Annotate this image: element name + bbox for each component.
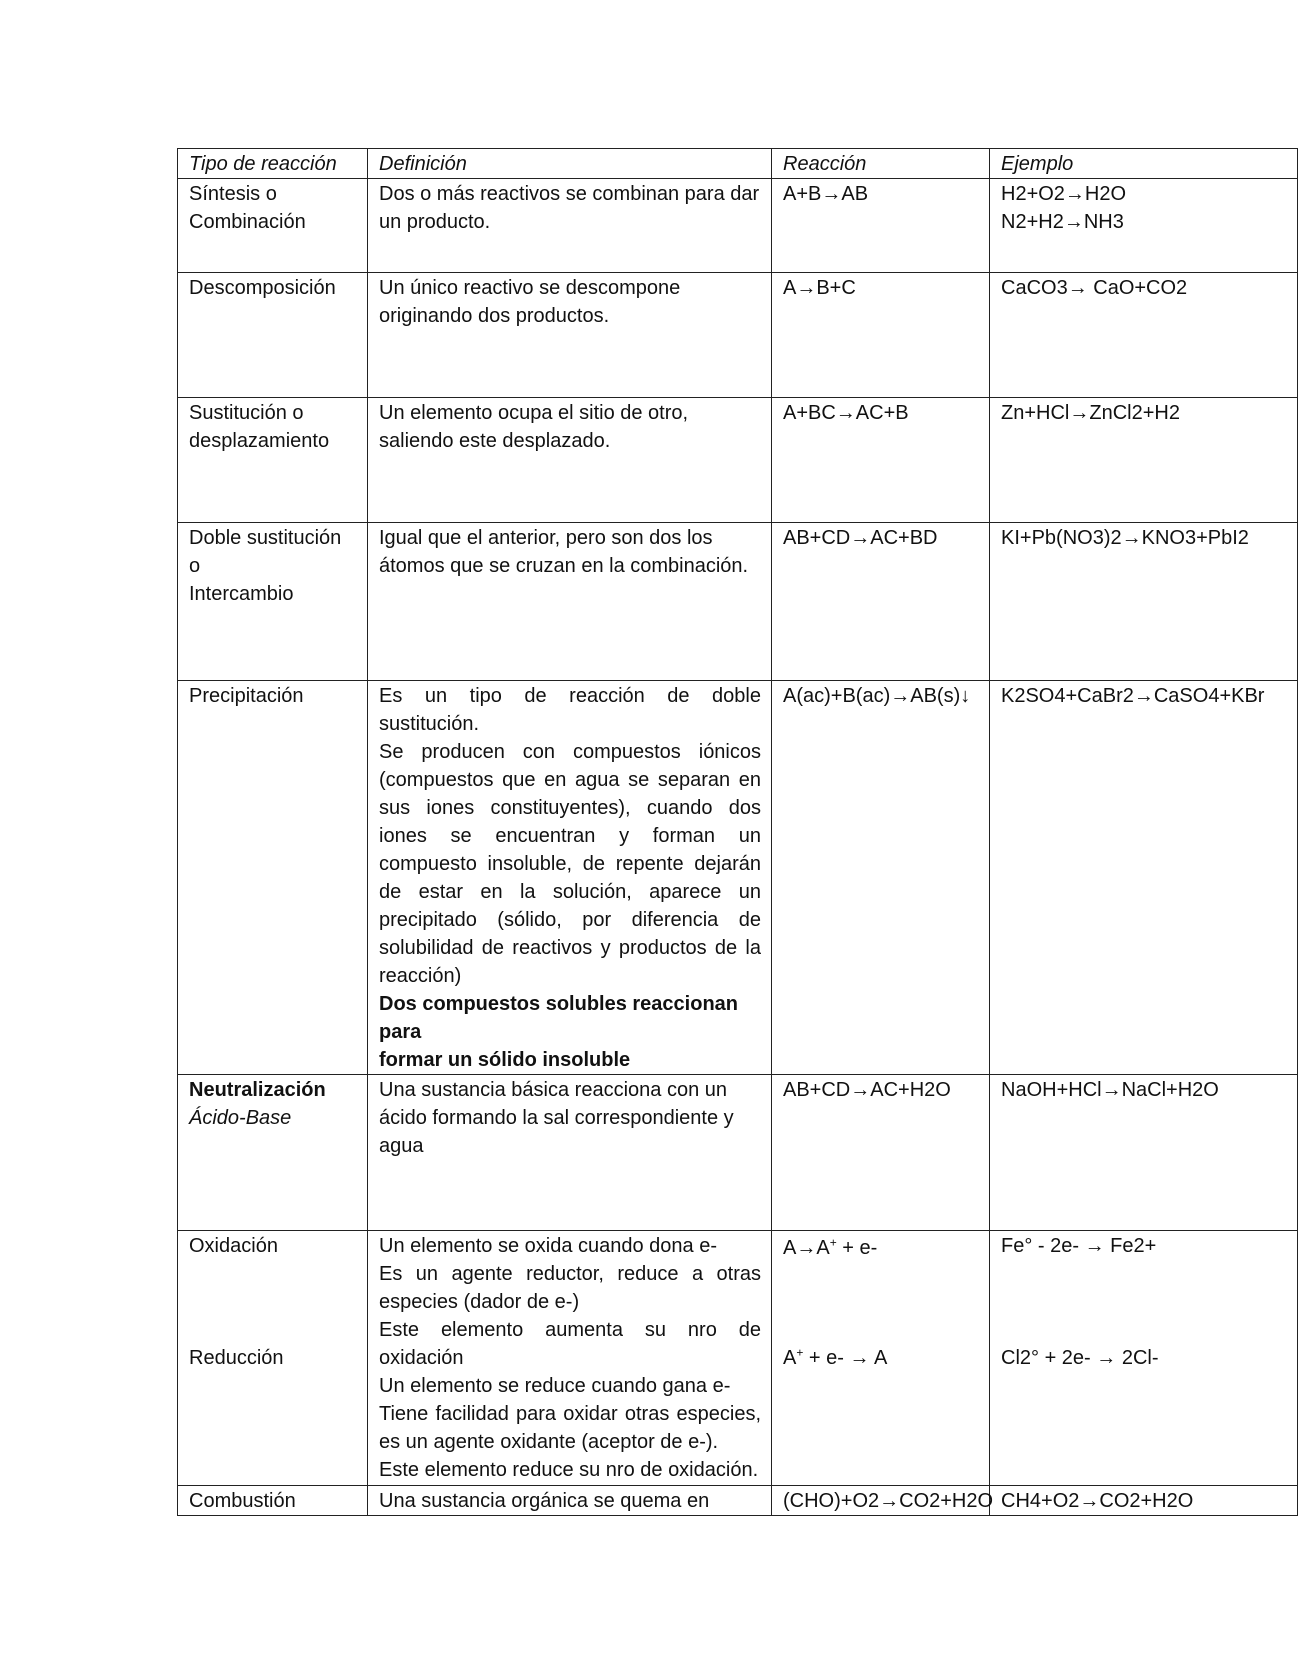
definicion-bold-line: formar un sólido insoluble xyxy=(379,1049,631,1071)
cell-definicion xyxy=(368,523,772,681)
cell-ejemplo: NaOH+HCl→NaCl+H2O xyxy=(990,1075,1298,1231)
tipo-line: desplazamiento xyxy=(189,430,330,452)
cell-reaccion: AB+CD→AC+H2O xyxy=(772,1075,990,1231)
tipo-line: Reducción xyxy=(189,1347,284,1369)
definicion-bold-line: Dos compuestos solubles reaccionan para xyxy=(379,993,738,1043)
reaction-types-table xyxy=(177,148,1298,1516)
definicion-line: (compuestos que en agua se separan en xyxy=(379,769,761,791)
table-row-redox xyxy=(178,1231,1298,1486)
definicion-line: de estar en la solución, aparece un xyxy=(379,881,761,903)
definicion-line: compuesto insoluble, de repente dejarán xyxy=(379,853,761,875)
cell-definicion xyxy=(368,1075,772,1231)
reaction-types-table-container xyxy=(177,148,1280,1512)
cell-reaccion: A+BC→AC+B xyxy=(772,398,990,523)
cell-ejemplo: Zn+HCl→ZnCl2+H2 xyxy=(990,398,1298,523)
definicion-line: Un elemento ocupa el sitio de otro, xyxy=(379,402,689,424)
definicion-line: especies (dador de e-) xyxy=(379,1291,580,1313)
tipo-line: Neutralización xyxy=(189,1079,326,1101)
definicion-line: Dos o más reactivos se combinan para dar xyxy=(379,183,760,205)
ejemplo-reduccion: Cl2° + 2e- → 2Cl- xyxy=(1001,1347,1159,1369)
definicion-line: Se producen con compuestos iónicos xyxy=(379,741,761,763)
header-reaccion: Reacción xyxy=(772,149,990,179)
cell-definicion xyxy=(368,179,772,273)
definicion-line: originando dos productos. xyxy=(379,305,610,327)
table-row-combustion xyxy=(178,1486,1298,1516)
definicion-line: solubilidad de reactivos y productos de la xyxy=(379,937,761,959)
cell-tipo: Combustión xyxy=(178,1486,368,1516)
cell-reaccion xyxy=(772,1231,990,1486)
cell-reaccion: A(ac)+B(ac)→AB(s)↓ xyxy=(772,681,990,1075)
cell-tipo xyxy=(178,179,368,273)
cell-reaccion: A+B→AB xyxy=(772,179,990,273)
definicion-line: iones se encuentran y forman un xyxy=(379,825,761,847)
tipo-line: Sustitución o xyxy=(189,402,304,424)
header-ejemplo: Ejemplo xyxy=(990,149,1298,179)
table-row-neutralizacion xyxy=(178,1075,1298,1231)
cell-tipo xyxy=(178,398,368,523)
cell-definicion: Una sustancia orgánica se quema en xyxy=(368,1486,772,1516)
cell-reaccion: AB+CD→AC+BD xyxy=(772,523,990,681)
definicion-line: ácido formando la sal correspondiente y xyxy=(379,1107,734,1129)
ejemplo-line: N2+H2→NH3 xyxy=(1001,211,1124,233)
tipo-line: Doble sustitución o xyxy=(189,527,342,577)
ejemplo-line: H2+O2→H2O xyxy=(1001,183,1127,205)
definicion-line: precipitado (sólido, por diferencia de xyxy=(379,909,761,931)
definicion-line: átomos que se cruzan en la combinación. xyxy=(379,555,749,577)
tipo-line: Intercambio xyxy=(189,583,294,605)
cell-ejemplo: CaCO3→ CaO+CO2 xyxy=(990,273,1298,398)
definicion-line: agua xyxy=(379,1135,424,1157)
tipo-line: Combinación xyxy=(189,211,306,233)
table-header-row xyxy=(178,149,1298,179)
definicion-line: Una sustancia básica reacciona con un xyxy=(379,1079,727,1101)
ejemplo-oxidacion: Fe° - 2e- → Fe2+ xyxy=(1001,1235,1157,1257)
definicion-line: sustitución. xyxy=(379,713,480,735)
definicion-line: es un agente oxidante (aceptor de e-). xyxy=(379,1431,719,1453)
cell-tipo: Descomposición xyxy=(178,273,368,398)
definicion-line: saliendo este desplazado. xyxy=(379,430,611,452)
cell-definicion xyxy=(368,398,772,523)
definicion-line: Es un agente reductor, reduce a otras xyxy=(379,1263,761,1285)
table-row-descomposicion xyxy=(178,273,1298,398)
definicion-line: Un único reactivo se descompone xyxy=(379,277,681,299)
cell-ejemplo: KI+Pb(NO3)2→KNO3+PbI2 xyxy=(990,523,1298,681)
cell-tipo xyxy=(178,1075,368,1231)
definicion-line: oxidación xyxy=(379,1347,464,1369)
cell-definicion xyxy=(368,681,772,1075)
header-definicion: Definición xyxy=(368,149,772,179)
definicion-line: sus iones constituyentes), cuando dos xyxy=(379,797,761,819)
tipo-line: Ácido-Base xyxy=(189,1107,292,1129)
cell-tipo xyxy=(178,1231,368,1486)
cell-reaccion: (CHO)+O2→CO2+H2O xyxy=(772,1486,990,1516)
definicion-line: Este elemento aumenta su nro de xyxy=(379,1319,761,1341)
definicion-line: Es un tipo de reacción de doble xyxy=(379,685,761,707)
cell-tipo: Precipitación xyxy=(178,681,368,1075)
table-row-sustitucion xyxy=(178,398,1298,523)
cell-tipo xyxy=(178,523,368,681)
definicion-line: Este elemento reduce su nro de oxidación. xyxy=(379,1459,759,1481)
definicion-line: Igual que el anterior, pero son dos los xyxy=(379,527,713,549)
cell-reaccion: A→B+C xyxy=(772,273,990,398)
definicion-line: Un elemento se oxida cuando dona e- xyxy=(379,1235,718,1257)
cell-definicion xyxy=(368,1231,772,1486)
table-row-sintesis xyxy=(178,179,1298,273)
table-row-doble-sustitucion xyxy=(178,523,1298,681)
reaccion-oxidacion: A→A+ + e- xyxy=(783,1235,878,1259)
definicion-line: Tiene facilidad para oxidar otras especies, xyxy=(379,1403,761,1425)
definicion-line: un producto. xyxy=(379,211,491,233)
cell-ejemplo xyxy=(990,1231,1298,1486)
cell-ejemplo: CH4+O2→CO2+H2O xyxy=(990,1486,1298,1516)
cell-definicion xyxy=(368,273,772,398)
definicion-line: Un elemento se reduce cuando gana e- xyxy=(379,1375,731,1397)
reaccion-reduccion: A+ + e- → A xyxy=(783,1345,888,1369)
definicion-line: reacción) xyxy=(379,965,462,987)
table-row-precipitacion xyxy=(178,681,1298,1075)
cell-ejemplo: K2SO4+CaBr2→CaSO4+KBr xyxy=(990,681,1298,1075)
cell-ejemplo xyxy=(990,179,1298,273)
tipo-line: Oxidación xyxy=(189,1235,278,1257)
header-tipo: Tipo de reacción xyxy=(178,149,368,179)
tipo-line: Síntesis o xyxy=(189,183,277,205)
